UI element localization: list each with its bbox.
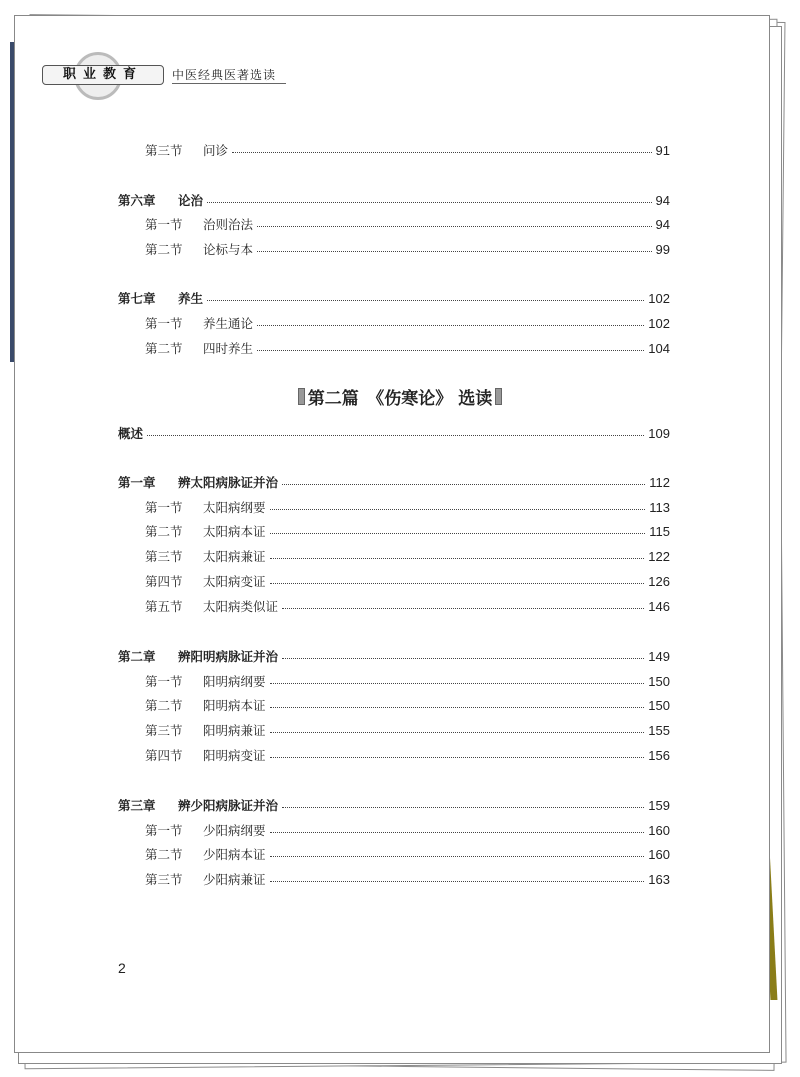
toc-section-entry <box>145 497 670 517</box>
toc-section-entry <box>145 571 670 591</box>
entry-title: 阳明病变证 <box>203 748 266 763</box>
entry-title: 太阳病纲要 <box>203 500 266 515</box>
entry-label: 第二节 <box>145 524 183 539</box>
header-badge: 职业教育 <box>42 65 164 85</box>
entry-page-number: 102 <box>648 290 670 306</box>
leader-dots <box>270 707 645 708</box>
entry-title: 治则治法 <box>203 217 254 232</box>
entry-label: 第三节 <box>145 723 183 738</box>
entry-page-number: 160 <box>648 822 670 838</box>
entry-label: 第三章 <box>118 798 156 813</box>
entry-page-number: 156 <box>648 747 670 763</box>
leader-dots <box>207 300 644 301</box>
toc-section-entry <box>145 820 670 840</box>
leader-dots <box>282 807 644 808</box>
entry-title: 阳明病兼证 <box>203 723 266 738</box>
toc-chapter-entry <box>118 288 670 308</box>
entry-title: 辨少阳病脉证并治 <box>178 798 279 813</box>
leader-dots <box>270 732 645 733</box>
entry-title: 养生 <box>178 291 204 306</box>
entry-page-number: 150 <box>648 673 670 689</box>
entry-page-number: 102 <box>648 315 670 331</box>
leader-dots <box>282 608 644 609</box>
entry-page-number: 99 <box>655 241 670 257</box>
entry-page-number: 149 <box>648 648 670 664</box>
entry-title: 问诊 <box>203 143 229 158</box>
entry-page-number: 113 <box>649 499 670 515</box>
leader-dots <box>282 484 645 485</box>
leader-dots <box>270 583 645 584</box>
toc-chapter-entry <box>118 795 670 815</box>
entry-title: 论治 <box>178 193 204 208</box>
entry-page-number: 160 <box>648 846 670 862</box>
entry-title: 太阳病类似证 <box>203 599 279 614</box>
leader-dots <box>232 152 652 153</box>
entry-label: 第五节 <box>145 599 183 614</box>
entry-page-number: 115 <box>649 523 670 539</box>
leader-dots <box>270 757 645 758</box>
entry-label: 第三节 <box>145 549 183 564</box>
entry-page-number: 112 <box>649 474 670 490</box>
leader-dots <box>270 558 645 559</box>
leader-dots <box>257 226 652 227</box>
part-heading <box>0 384 800 409</box>
entry-title: 少阳病本证 <box>203 847 266 862</box>
toc-section-entry <box>145 745 670 765</box>
entry-label: 第二章 <box>118 649 156 664</box>
leader-dots <box>270 856 645 857</box>
entry-page-number: 94 <box>655 216 670 232</box>
leader-dots <box>270 533 646 534</box>
toc-section-entry <box>145 671 670 691</box>
entry-label: 第七章 <box>118 291 156 306</box>
entry-label: 第一节 <box>145 217 183 232</box>
toc-chapter-entry <box>118 190 670 210</box>
entry-page-number: 146 <box>648 598 670 614</box>
entry-title: 四时养生 <box>203 341 254 356</box>
part-title: 第二篇 《伤寒论》 选读 <box>307 389 493 409</box>
entry-page-number: 150 <box>648 697 670 713</box>
entry-page-number: 155 <box>648 722 670 738</box>
heading-bar-right <box>495 388 502 405</box>
toc-section-entry <box>145 869 670 889</box>
toc-section-entry <box>145 140 670 160</box>
entry-title: 养生通论 <box>203 316 254 331</box>
entry-page-number: 94 <box>655 192 670 208</box>
leader-dots <box>207 202 652 203</box>
entry-label: 第二节 <box>145 698 183 713</box>
leader-dots <box>257 251 652 252</box>
entry-label: 第二节 <box>145 242 183 257</box>
leader-dots <box>257 350 644 351</box>
toc-section-entry <box>145 521 670 541</box>
header-book-title: 中医经典医著选读 <box>172 66 286 84</box>
toc-section-entry <box>145 720 670 740</box>
entry-label: 第三节 <box>145 143 183 158</box>
toc-section-entry <box>145 338 670 358</box>
toc-section-entry <box>145 214 670 234</box>
entry-title: 辨太阳病脉证并治 <box>178 475 279 490</box>
entry-page-number: 163 <box>648 871 670 887</box>
leader-dots <box>257 325 644 326</box>
toc-chapter-entry <box>118 423 670 443</box>
entry-title: 少阳病兼证 <box>203 872 266 887</box>
heading-bar-left <box>298 388 305 405</box>
entry-label: 第一章 <box>118 475 156 490</box>
entry-label: 第一节 <box>145 674 183 689</box>
entry-label: 第二节 <box>145 341 183 356</box>
leader-dots <box>270 509 646 510</box>
leader-dots <box>270 832 645 833</box>
entry-page-number: 122 <box>648 548 670 564</box>
entry-page-number: 104 <box>648 340 670 356</box>
toc-chapter-entry <box>118 646 670 666</box>
entry-label: 第二节 <box>145 847 183 862</box>
entry-title: 辨阳明病脉证并治 <box>178 649 279 664</box>
toc-chapter-entry <box>118 472 670 492</box>
entry-label: 第一节 <box>145 500 183 515</box>
toc-section-entry <box>145 844 670 864</box>
leader-dots <box>147 435 644 436</box>
entry-page-number: 91 <box>655 142 670 158</box>
entry-label: 第三节 <box>145 872 183 887</box>
entry-label: 第六章 <box>118 193 156 208</box>
entry-title: 太阳病本证 <box>203 524 266 539</box>
toc-section-entry <box>145 546 670 566</box>
entry-label: 第四节 <box>145 748 183 763</box>
page-number: 2 <box>118 960 126 976</box>
entry-label: 第一节 <box>145 823 183 838</box>
leader-dots <box>270 881 645 882</box>
toc-section-entry <box>145 596 670 616</box>
entry-title: 阳明病纲要 <box>203 674 266 689</box>
leader-dots <box>282 658 644 659</box>
toc-section-entry <box>145 239 670 259</box>
entry-title: 论标与本 <box>203 242 254 257</box>
entry-page-number: 126 <box>648 573 670 589</box>
entry-page-number: 109 <box>648 425 670 441</box>
entry-label: 第四节 <box>145 574 183 589</box>
entry-title: 概述 <box>118 426 144 441</box>
entry-title: 太阳病变证 <box>203 574 266 589</box>
leader-dots <box>270 683 645 684</box>
entry-title: 少阳病纲要 <box>203 823 266 838</box>
entry-title: 阳明病本证 <box>203 698 266 713</box>
entry-title: 太阳病兼证 <box>203 549 266 564</box>
entry-page-number: 159 <box>648 797 670 813</box>
toc-section-entry <box>145 695 670 715</box>
entry-label: 第一节 <box>145 316 183 331</box>
toc-section-entry <box>145 313 670 333</box>
running-header <box>42 55 292 95</box>
